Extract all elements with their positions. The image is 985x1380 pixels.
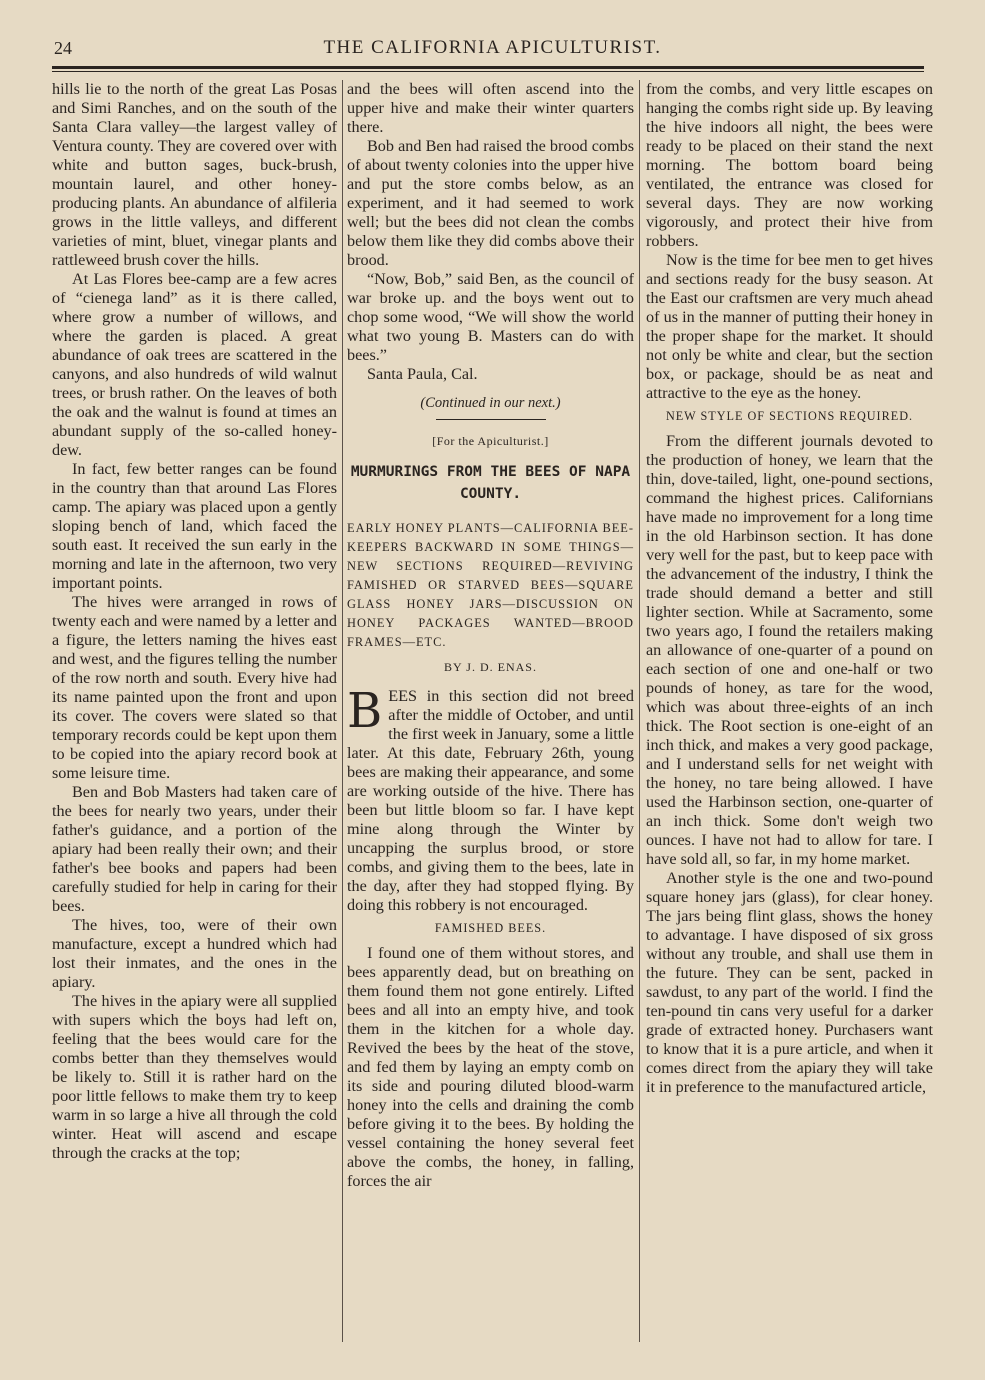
header-rule-thin (52, 71, 924, 72)
paragraph: Another style is the one and two-pound square honey jars (glass), for clear honey. The jars being flint glass, shows the honey to advantage. I have disposed of six gross without any trouble, and shall use them in the future. They can be sent, packed in sawdust, to any part of the world. I find the ten-pound tin cans very useful for a darker grade of extracted honey. Purchasers want to know that it is a pure article, and when it comes direct from the apiary they will take it in preference to the manufactured article, (646, 869, 933, 1096)
column-divider-2 (639, 80, 640, 1342)
lead-paragraph-block (347, 683, 634, 915)
paragraph: The hives, too, were of their own manufacture, except a hundred which had lost their inmates, and the ones in the apiary. (52, 916, 337, 991)
paragraph: Bob and Ben had raised the brood combs of about twenty colonies into the upper hive and put the store combs below, as an experiment, and it had seemed to work well; but the bees did not clean the combs below them like they did combs above their brood. (347, 137, 634, 269)
column-1 (52, 80, 337, 1163)
paragraph: from the combs, and very little escapes on hanging the combs right side up. By leaving the hive indoors all night, the bees were ready to be placed on their stand the next morning. The bottom board being ventilated, the entrance was closed for several days. They are now working vigorously, and protect their hive from robbers. (646, 80, 933, 250)
section-heading: FAMISHED BEES. (434, 921, 547, 935)
paragraph: hills lie to the north of the great Las Posas and Simi Ranches, and on the south of the Santa Clara valley—the largest valley of Ventura county. They are covered over with white and button sages, buck-brush, mountain laurel, and other honey-producing plants. An abundance of alfileria grows in the little valleys, and different varieties of mint, bluet, vinegar plants and rattleweed brush cover the hills. (52, 80, 337, 269)
section-heading: NEW STYLE OF SECTIONS REQUIRED. (665, 409, 914, 423)
column-2 (347, 80, 634, 1191)
separator-rule (436, 419, 546, 420)
header-rule-thick (52, 66, 924, 69)
paragraph: At Las Flores bee-camp are a few acres of “cienega land” as it is there called, where grow a number of willows, and where the garden is placed. A great abundance of oak trees are scattered in the canyons, and also hundreds of wild walnut trees, or brush rather. On the leaves of both the oak and the walnut is found at times an abundant supply of the so-called honey-dew. (52, 270, 337, 459)
running-title: THE CALIFORNIA APICULTURIST. (323, 37, 662, 58)
paragraph: In fact, few better ranges can be found in the country than that around Las Flores camp. The apiary was placed upon a gently sloping bench of land, which faced the south east. It received the sun early in the morning and late in the afternoon, two very important points. (52, 460, 337, 592)
paragraph: “Now, Bob,” said Ben, as the council of war broke up. and the boys went out to chop some wood, “We will show the world what two young B. Masters can do with bees.” (347, 270, 634, 364)
article-subheads: EARLY HONEY PLANTS—CALIFORNIA BEE-KEEPERS BACKWARD IN SOME THINGS—NEW SECTIONS REQUIRED—REVIVING FAMISHED OR STARVED BEES—SQUARE GLASS HONEY JARS—DISCUSSION ON HONEY PACKAGES WANTED—BROOD FRAMES—ETC. (347, 521, 634, 649)
column-divider-1 (342, 80, 343, 1342)
drop-cap: B (347, 683, 383, 739)
byline: BY J. D. ENAS. (444, 660, 537, 674)
paragraph: The hives in the apiary were all supplied with supers which the boys had left on, feeling that the bees would care for the combs better than they themselves would be likely to. Still it is rather hard on the poor little fellows to make them try to keep warm in so large a hive all through the cold winter. Heat will ascend and escape through the cracks at the top; (52, 992, 337, 1162)
page-number: 24 (54, 38, 72, 58)
paragraph: and the bees will often ascend into the upper hive and make their winter quarters there. (347, 80, 634, 136)
paragraph: Now is the time for bee men to get hives and sections ready for the busy season. At the East our craftsmen are very much ahead of us in the manner of putting their honey in the proper shape for the market. It should not only be white and clear, but the section box, or package, should be as neat and attractive to the eye as the honey. (646, 251, 933, 402)
column-3 (646, 80, 933, 1097)
place-signature: Santa Paula, Cal. (367, 365, 478, 383)
paragraph: The hives were arranged in rows of twenty each and were named by a letter and a figure, the letters naming the hives east and west, and the figures telling the number of the row north and south. Every hive had its name painted upon the front and upon its cover. The covers were slated so that temporary records could be kept upon them to be copied into the apiary record book at some leisure time. (52, 593, 337, 782)
lead-paragraph: EES in this section did not breed after the middle of October, and until the first week in January, some a little later. At this date, February 26th, young bees are making their appearance, and some are working outside of the hive. There has been but little bloom so far. I have kept mine along through the Winter by uncapping the surplus brood, or store combs, and giving them to the bees, late in the day, after they had stopped flying. By doing this robbery is not encouraged. (347, 687, 634, 914)
continued-note: (Continued in our next.) (420, 395, 561, 411)
paragraph: I found one of them without stores, and bees apparently dead, but on breathing on them found them not gone entirely. Lifted bees and all into an empty hive, and took them in the kitchen for a whole day. Revived the bees by the heat of the stove, and fed them by laying an empty comb on its side and pouring diluted blood-warm honey into the cells and draining the comb before giving it to the bees. By holding the vessel containing the honey several feet above the combs, the honey, in falling, forces the air (347, 944, 634, 1190)
paragraph: From the different journals devoted to the production of honey, we learn that the thin, dove-tailed, light, one-pound sections, command the highest prices. Californians have made no improvement for a long time in the old Harbinson section. It has done very well for the past, but to keep pace with the advancement of the industry, I think the trade should demand a better and still lighter section. While at Sacramento, some two years ago, I found the retailers making an allowance of one-quarter of a pound on each section of one and one-half or two pounds of honey, as tare for the wood, which was about three-eights of an inch thick. The Root section is one-eight of an inch thick, and makes a very good package, and I understand sells for net weight with the honey, no tare being allowed. I have used the Harbinson section, one-quarter of an inch thick. Some don't weigh two ounces. I have not had to allow for tare. I have sold all, so far, in my home market. (646, 432, 933, 868)
paragraph: Ben and Bob Masters had taken care of the bees for nearly two years, under their father's guidance, and a portion of the apiary had been really their own; and their father's bee books and papers had been carefully studied for help in caring for their bees. (52, 783, 337, 915)
page-header (0, 0, 985, 64)
for-line: [For the Apiculturist.] (432, 434, 549, 448)
article-title: MURMURINGS FROM THE BEES OF NAPA COUNTY. (350, 464, 631, 502)
